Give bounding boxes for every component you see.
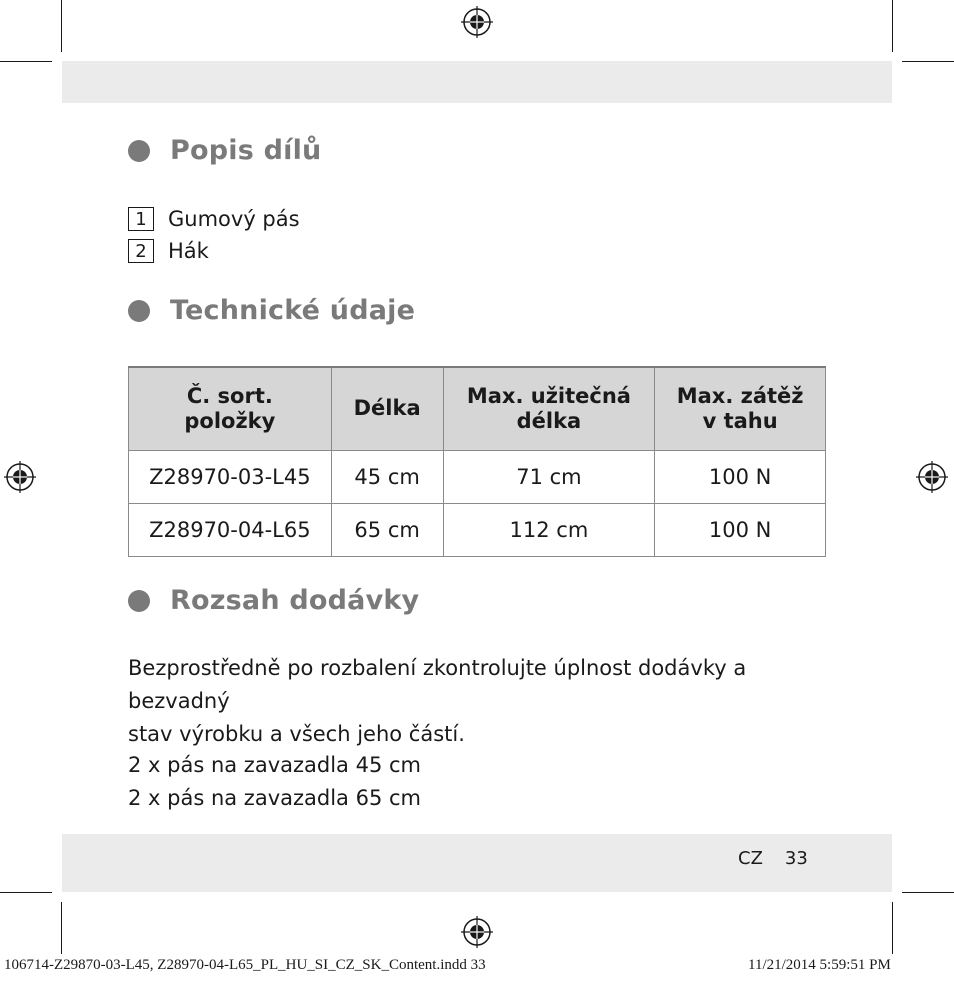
registration-mark-icon [461,6,493,38]
table-row [129,504,826,557]
registration-mark-icon [4,461,36,493]
slug-timestamp: 11/21/2014 5:59:51 PM [748,957,891,973]
parts-list [128,203,300,267]
crop-mark-top-right-h [902,61,954,62]
part-label: Gumový pás [168,207,300,231]
specs-heading-text: Technické údaje [170,295,416,326]
delivery-heading [128,585,419,616]
table-cell: 65 cm [331,504,443,557]
table-cell: 45 cm [331,451,443,504]
delivery-items [128,749,848,815]
part-number-box: 1 [128,207,154,231]
part-number-box: 2 [128,239,154,263]
delivery-intro-line: Bezprostředně po rozbalení zkontrolujte úplnost dodávky a bezvadný [128,656,747,713]
list-item [128,235,300,267]
crop-mark-bottom-right-v [892,902,893,954]
delivery-intro-line: stav výrobku a všech jeho částí. [128,722,465,746]
part-label: Hák [168,239,209,263]
crop-mark-top-left-h [0,61,52,62]
bullet-dot-icon [128,590,150,612]
table-cell: Z28970-03-L45 [129,451,332,504]
crop-mark-top-left-v [61,0,62,52]
list-item [128,203,300,235]
delivery-heading-text: Rozsah dodávky [170,585,420,616]
table-cell: 100 N [655,504,826,557]
parts-heading [128,135,321,166]
column-header-max-usable-length: Max. užitečná délka [443,367,655,451]
page-number: 33 [784,848,808,869]
crop-mark-bottom-right-h [902,892,954,893]
column-header-length: Délka [331,367,443,451]
specs-heading [128,295,415,326]
delivery-intro [128,652,848,751]
registration-mark-icon [461,916,493,948]
parts-heading-text: Popis dílů [170,135,322,166]
bullet-dot-icon [128,140,150,162]
column-header-max-tensile-load: Max. zátěž v tahu [655,367,826,451]
table-cell: 100 N [655,451,826,504]
crop-mark-bottom-left-h [0,892,52,893]
header-band [62,61,892,103]
table-row [129,451,826,504]
bullet-dot-icon [128,300,150,322]
crop-mark-top-right-v [892,0,893,52]
table-cell: Z28970-04-L65 [129,504,332,557]
crop-mark-bottom-left-v [61,902,62,954]
slug-filename: 106714-Z29870-03-L45, Z28970-04-L65_PL_HU_SI_CZ_SK_Content.indd 33 [4,957,486,973]
list-item: 2 x pás na zavazadla 65 cm [128,786,421,810]
language-code: CZ [738,848,763,869]
table-header-row [129,367,826,451]
page-footer [738,848,808,869]
list-item: 2 x pás na zavazadla 45 cm [128,753,421,777]
table-cell: 112 cm [443,504,655,557]
registration-mark-icon [916,461,948,493]
table-cell: 71 cm [443,451,655,504]
column-header-item-number: Č. sort. položky [129,367,332,451]
spec-table [128,366,826,557]
